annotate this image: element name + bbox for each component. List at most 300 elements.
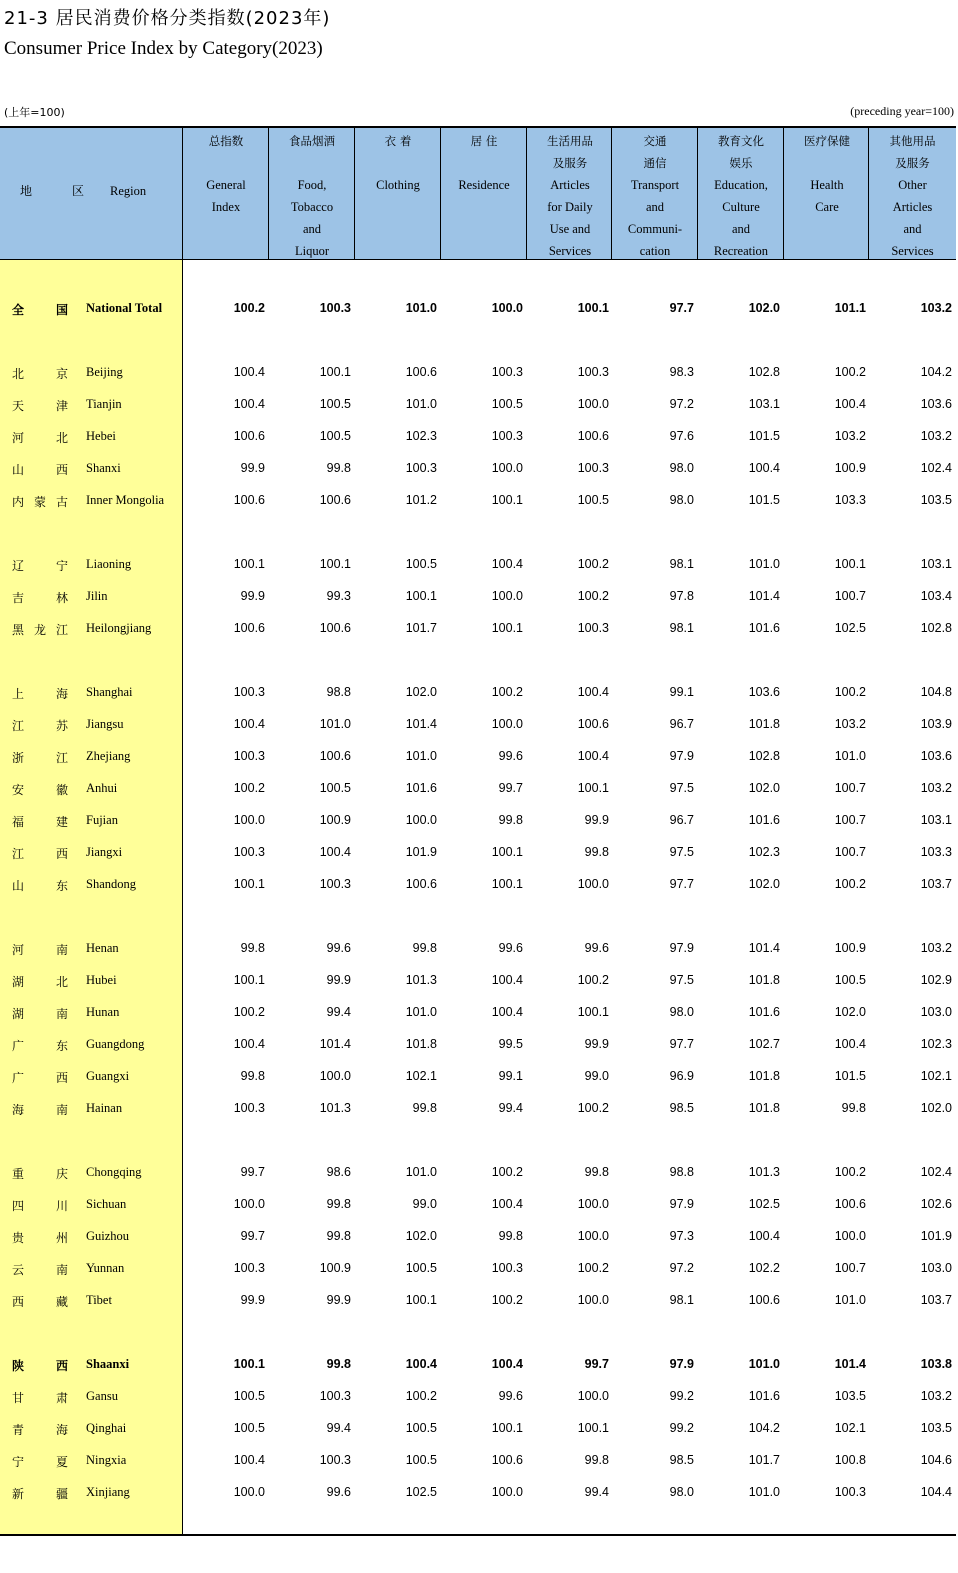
index-value-cell: 98.0 <box>669 493 694 507</box>
column-header-chinese: 教育文化 <box>718 134 764 148</box>
index-value-cell: 100.5 <box>405 1453 437 1467</box>
column-header-english: Services <box>548 244 592 258</box>
index-value-cell: 99.9 <box>584 813 609 827</box>
index-value-cell: 99.7 <box>240 1229 265 1243</box>
column-header-chinese: 食品烟酒 <box>289 134 335 148</box>
index-value-cell: 99.9 <box>326 1293 351 1307</box>
column-header-english: Education, <box>714 178 768 192</box>
region-name-english: Shaanxi <box>86 1357 130 1371</box>
region-name-chinese: 新 疆 <box>12 1487 68 1501</box>
index-value-cell: 101.0 <box>319 717 351 731</box>
column-header-english: Culture <box>722 200 760 214</box>
index-value-cell: 100.3 <box>319 1389 351 1403</box>
index-value-cell: 100.1 <box>577 781 609 795</box>
column-header-english: Tobacco <box>290 200 334 214</box>
column-header-chinese: 娱乐 <box>729 156 753 170</box>
index-value-cell: 100.6 <box>577 429 609 443</box>
index-value-cell: 100.7 <box>834 589 866 603</box>
column-header-english: and <box>645 200 665 214</box>
index-value-cell: 103.5 <box>920 493 952 507</box>
index-value-cell: 101.8 <box>748 973 780 987</box>
index-value-cell: 99.8 <box>584 1165 609 1179</box>
index-value-cell: 99.7 <box>584 1357 609 1371</box>
index-value-cell: 99.8 <box>841 1101 866 1115</box>
column-header-english: Care <box>815 200 839 214</box>
table-row <box>0 772 956 804</box>
index-value-cell: 100.6 <box>491 1453 523 1467</box>
index-value-cell: 102.0 <box>834 1005 866 1019</box>
index-value-cell: 101.1 <box>834 301 866 315</box>
index-value-cell: 100.6 <box>319 493 351 507</box>
header-column-rule <box>354 128 355 260</box>
index-value-cell: 98.0 <box>669 1485 694 1499</box>
index-value-cell: 103.2 <box>920 301 952 315</box>
table-row <box>0 708 956 740</box>
index-value-cell: 100.0 <box>319 1069 351 1083</box>
index-value-cell: 100.5 <box>577 493 609 507</box>
index-value-cell: 101.0 <box>405 397 437 411</box>
region-name-chinese: 重 庆 <box>12 1167 68 1181</box>
header-spacer <box>183 152 269 174</box>
index-value-cell: 102.9 <box>920 973 952 987</box>
index-value-cell: 99.6 <box>498 749 523 763</box>
index-value-cell: 100.0 <box>834 1229 866 1243</box>
index-value-cell: 100.7 <box>834 845 866 859</box>
region-name-english: Hunan <box>86 1005 120 1019</box>
index-value-cell: 103.1 <box>748 397 780 411</box>
index-value-cell: 100.5 <box>233 1421 265 1435</box>
index-value-cell: 101.8 <box>748 1101 780 1115</box>
index-value-cell: 102.7 <box>748 1037 780 1051</box>
index-value-cell: 100.6 <box>233 493 265 507</box>
index-value-cell: 103.1 <box>920 557 952 571</box>
cpi-table <box>0 126 956 1536</box>
index-value-cell: 100.4 <box>748 1229 780 1243</box>
region-name-english: Jilin <box>86 589 108 603</box>
column-header-chinese: 生活用品 <box>547 134 593 148</box>
index-value-cell: 101.6 <box>405 781 437 795</box>
index-value-cell: 99.8 <box>498 1229 523 1243</box>
index-value-cell: 100.9 <box>834 941 866 955</box>
index-value-cell: 100.2 <box>233 781 265 795</box>
index-value-cell: 101.0 <box>834 1293 866 1307</box>
index-value-cell: 104.4 <box>920 1485 952 1499</box>
index-value-cell: 100.5 <box>319 397 351 411</box>
index-value-cell: 100.4 <box>834 397 866 411</box>
index-value-cell: 100.8 <box>834 1453 866 1467</box>
index-value-cell: 104.6 <box>920 1453 952 1467</box>
index-value-cell: 101.4 <box>834 1357 866 1371</box>
index-value-cell: 100.0 <box>577 1197 609 1211</box>
index-value-cell: 98.1 <box>669 621 694 635</box>
region-header-english: Region <box>110 184 147 198</box>
column-header-chinese: 及服务 <box>552 156 588 170</box>
index-value-cell: 102.8 <box>748 365 780 379</box>
column-header-english: Transport <box>630 178 680 192</box>
index-value-cell: 100.4 <box>491 973 523 987</box>
index-value-cell: 99.9 <box>240 1293 265 1307</box>
region-name-english: Shanghai <box>86 685 133 699</box>
index-value-cell: 100.0 <box>577 397 609 411</box>
index-value-cell: 102.8 <box>920 621 952 635</box>
region-name-chinese: 海 南 <box>12 1103 68 1117</box>
column-header <box>612 128 698 260</box>
table-row <box>0 580 956 612</box>
index-value-cell: 103.2 <box>834 429 866 443</box>
index-value-cell: 103.6 <box>748 685 780 699</box>
index-value-cell: 102.0 <box>748 877 780 891</box>
index-value-cell: 102.4 <box>920 461 952 475</box>
index-value-cell: 100.3 <box>319 301 351 315</box>
index-value-cell: 100.1 <box>491 1421 523 1435</box>
region-name-chinese: 广 东 <box>12 1039 68 1053</box>
column-header-english: Recreation <box>713 244 769 258</box>
index-value-cell: 100.3 <box>834 1485 866 1499</box>
index-value-cell: 99.6 <box>326 941 351 955</box>
index-value-cell: 100.4 <box>748 461 780 475</box>
table-row <box>0 420 956 452</box>
index-value-cell: 102.3 <box>920 1037 952 1051</box>
index-value-cell: 100.0 <box>491 1485 523 1499</box>
table-row <box>0 1060 956 1092</box>
index-value-cell: 100.9 <box>319 813 351 827</box>
column-header-english: and <box>302 222 322 236</box>
table-row <box>0 548 956 580</box>
index-value-cell: 96.7 <box>669 813 694 827</box>
index-value-cell: 102.2 <box>748 1261 780 1275</box>
header-spacer <box>441 152 527 174</box>
index-value-cell: 100.2 <box>577 557 609 571</box>
index-value-cell: 97.2 <box>669 397 694 411</box>
index-value-cell: 103.8 <box>920 1357 952 1371</box>
region-name-english: Yunnan <box>86 1261 125 1275</box>
index-value-cell: 97.9 <box>669 1197 694 1211</box>
index-value-cell: 103.1 <box>920 813 952 827</box>
index-value-cell: 101.9 <box>405 845 437 859</box>
index-value-cell: 99.8 <box>240 1069 265 1083</box>
index-value-cell: 102.1 <box>920 1069 952 1083</box>
index-value-cell: 100.2 <box>233 1005 265 1019</box>
index-value-cell: 101.0 <box>748 1485 780 1499</box>
table-row <box>0 612 956 644</box>
index-value-cell: 97.9 <box>669 749 694 763</box>
index-value-cell: 100.2 <box>834 685 866 699</box>
index-value-cell: 100.1 <box>319 557 351 571</box>
index-value-cell: 100.6 <box>577 717 609 731</box>
index-value-cell: 100.4 <box>577 749 609 763</box>
index-value-cell: 101.0 <box>405 1165 437 1179</box>
index-value-cell: 100.4 <box>405 1357 437 1371</box>
region-name-chinese: 安 徽 <box>12 783 68 797</box>
index-value-cell: 101.4 <box>405 717 437 731</box>
region-name-chinese: 山 东 <box>12 879 68 893</box>
table-row <box>0 740 956 772</box>
index-value-cell: 100.5 <box>319 429 351 443</box>
region-name-english: Shanxi <box>86 461 121 475</box>
region-header-chinese: 地 区 <box>20 184 99 198</box>
index-value-cell: 99.1 <box>498 1069 523 1083</box>
index-value-cell: 101.4 <box>748 941 780 955</box>
index-value-cell: 97.8 <box>669 589 694 603</box>
region-name-chinese: 全 国 <box>12 303 68 317</box>
region-name-chinese: 湖 南 <box>12 1007 68 1021</box>
column-header <box>355 128 441 260</box>
unit-note-english: (preceding year=100) <box>850 104 954 118</box>
column-header-english: Health <box>810 178 844 192</box>
table-row <box>0 484 956 516</box>
index-value-cell: 100.6 <box>834 1197 866 1211</box>
index-value-cell: 100.0 <box>491 301 523 315</box>
index-value-cell: 101.6 <box>748 621 780 635</box>
index-value-cell: 104.8 <box>920 685 952 699</box>
header-spacer <box>784 152 870 174</box>
index-value-cell: 100.1 <box>405 589 437 603</box>
column-header <box>527 128 613 260</box>
index-value-cell: 100.0 <box>577 1229 609 1243</box>
index-value-cell: 100.4 <box>491 557 523 571</box>
index-value-cell: 103.2 <box>834 717 866 731</box>
index-value-cell: 100.5 <box>834 973 866 987</box>
index-value-cell: 99.8 <box>326 461 351 475</box>
region-name-chinese: 河 北 <box>12 431 68 445</box>
index-value-cell: 96.7 <box>669 717 694 731</box>
table-row <box>0 1284 956 1316</box>
index-value-cell: 99.7 <box>498 781 523 795</box>
table-row <box>0 356 956 388</box>
header-column-rule <box>526 128 527 260</box>
index-value-cell: 100.1 <box>577 1421 609 1435</box>
region-name-english: Guizhou <box>86 1229 130 1243</box>
table-row <box>0 1252 956 1284</box>
index-value-cell: 103.7 <box>920 1293 952 1307</box>
index-value-cell: 100.3 <box>233 749 265 763</box>
index-value-cell: 102.5 <box>834 621 866 635</box>
index-value-cell: 99.8 <box>412 1101 437 1115</box>
index-value-cell: 99.4 <box>498 1101 523 1115</box>
index-value-cell: 100.4 <box>233 365 265 379</box>
index-value-cell: 100.2 <box>577 973 609 987</box>
index-value-cell: 100.3 <box>577 621 609 635</box>
table-row <box>0 932 956 964</box>
index-value-cell: 100.3 <box>491 365 523 379</box>
index-value-cell: 100.4 <box>577 685 609 699</box>
index-value-cell: 100.1 <box>233 973 265 987</box>
region-name-english: Beijing <box>86 365 123 379</box>
table-row <box>0 1028 956 1060</box>
index-value-cell: 102.1 <box>405 1069 437 1083</box>
region-name-english: National Total <box>86 301 163 315</box>
index-value-cell: 101.8 <box>748 717 780 731</box>
table-title-chinese: 21-3 居民消费价格分类指数(2023年) <box>4 8 331 29</box>
index-value-cell: 102.1 <box>834 1421 866 1435</box>
index-value-cell: 100.3 <box>405 461 437 475</box>
column-header-chinese: 交通 <box>643 134 667 148</box>
index-value-cell: 100.4 <box>491 1197 523 1211</box>
index-value-cell: 101.0 <box>834 749 866 763</box>
index-value-cell: 97.5 <box>669 973 694 987</box>
index-value-cell: 100.3 <box>233 1101 265 1115</box>
index-value-cell: 99.8 <box>584 1453 609 1467</box>
column-header-english: Articles <box>892 200 933 214</box>
index-value-cell: 97.9 <box>669 941 694 955</box>
table-row <box>0 964 956 996</box>
index-value-cell: 97.5 <box>669 781 694 795</box>
column-header-english: General <box>206 178 246 192</box>
region-name-english: Qinghai <box>86 1421 127 1435</box>
index-value-cell: 100.3 <box>491 1261 523 1275</box>
column-header-english: Communi- <box>627 222 683 236</box>
index-value-cell: 101.3 <box>319 1101 351 1115</box>
index-value-cell: 99.8 <box>326 1357 351 1371</box>
index-value-cell: 101.8 <box>405 1037 437 1051</box>
index-value-cell: 102.0 <box>748 781 780 795</box>
index-value-cell: 100.4 <box>233 1037 265 1051</box>
region-name-english: Hebei <box>86 429 116 443</box>
index-value-cell: 102.0 <box>405 1229 437 1243</box>
table-row <box>0 676 956 708</box>
index-value-cell: 98.5 <box>669 1101 694 1115</box>
region-name-english: Jiangsu <box>86 717 124 731</box>
index-value-cell: 100.1 <box>834 557 866 571</box>
region-name-chinese: 上 海 <box>12 687 68 701</box>
table-row <box>0 388 956 420</box>
index-value-cell: 100.6 <box>319 621 351 635</box>
region-name-english: Zhejiang <box>86 749 131 763</box>
index-value-cell: 100.3 <box>233 685 265 699</box>
index-value-cell: 101.3 <box>748 1165 780 1179</box>
index-value-cell: 102.3 <box>748 845 780 859</box>
column-header-chinese: 及服务 <box>895 156 930 170</box>
index-value-cell: 103.6 <box>920 397 952 411</box>
index-value-cell: 100.1 <box>233 1357 265 1371</box>
index-value-cell: 98.1 <box>669 557 694 571</box>
index-value-cell: 103.5 <box>920 1421 952 1435</box>
region-name-chinese: 福 建 <box>12 815 68 829</box>
column-header-chinese: 其他用品 <box>889 134 936 148</box>
index-value-cell: 100.9 <box>319 1261 351 1275</box>
index-value-cell: 100.2 <box>834 1165 866 1179</box>
index-value-cell: 102.5 <box>405 1485 437 1499</box>
index-value-cell: 99.9 <box>240 461 265 475</box>
column-header <box>869 128 956 260</box>
index-value-cell: 100.1 <box>491 845 523 859</box>
column-header <box>269 128 355 260</box>
index-value-cell: 104.2 <box>920 365 952 379</box>
column-header-english: Liquor <box>294 244 330 258</box>
index-value-cell: 100.9 <box>834 461 866 475</box>
index-value-cell: 100.2 <box>834 877 866 891</box>
index-value-cell: 100.4 <box>491 1005 523 1019</box>
index-value-cell: 100.5 <box>405 1261 437 1275</box>
column-header-english: Articles <box>550 178 590 192</box>
index-value-cell: 100.2 <box>233 301 265 315</box>
index-value-cell: 101.3 <box>405 973 437 987</box>
index-value-cell: 100.0 <box>577 1389 609 1403</box>
index-value-cell: 97.3 <box>669 1229 694 1243</box>
index-value-cell: 99.7 <box>240 1165 265 1179</box>
table-row <box>0 452 956 484</box>
index-value-cell: 102.0 <box>405 685 437 699</box>
index-value-cell: 103.2 <box>920 429 952 443</box>
index-value-cell: 97.9 <box>669 1357 694 1371</box>
region-name-chinese: 江 西 <box>12 847 68 861</box>
column-header-english: for Daily <box>547 200 593 214</box>
table-row <box>0 1188 956 1220</box>
column-header-chinese: 通信 <box>643 156 667 170</box>
index-value-cell: 101.5 <box>834 1069 866 1083</box>
column-header-english: Services <box>891 244 934 258</box>
index-value-cell: 100.4 <box>233 717 265 731</box>
column-header-english: and <box>731 222 751 236</box>
index-value-cell: 100.0 <box>577 1293 609 1307</box>
table-row <box>0 1444 956 1476</box>
column-header-english: Clothing <box>376 178 420 192</box>
index-value-cell: 100.7 <box>834 813 866 827</box>
table-row <box>0 1476 956 1508</box>
index-value-cell: 102.6 <box>920 1197 952 1211</box>
index-value-cell: 99.4 <box>326 1005 351 1019</box>
index-value-cell: 101.0 <box>405 1005 437 1019</box>
index-value-cell: 99.9 <box>240 589 265 603</box>
index-value-cell: 99.8 <box>412 941 437 955</box>
index-value-cell: 99.0 <box>584 1069 609 1083</box>
header-column-rule <box>440 128 441 260</box>
table-row <box>0 1220 956 1252</box>
index-value-cell: 102.8 <box>748 749 780 763</box>
table-row <box>0 1412 956 1444</box>
region-name-english: Liaoning <box>86 557 132 571</box>
region-name-chinese: 陕 西 <box>12 1359 68 1373</box>
index-value-cell: 99.0 <box>412 1197 437 1211</box>
index-value-cell: 100.2 <box>491 1165 523 1179</box>
region-name-english: Shandong <box>86 877 136 891</box>
bottom-rule <box>0 1534 956 1536</box>
index-value-cell: 101.6 <box>748 1389 780 1403</box>
index-value-cell: 99.9 <box>584 1037 609 1051</box>
index-value-cell: 100.5 <box>405 1421 437 1435</box>
region-name-chinese: 黑 龙 江 <box>12 623 68 637</box>
index-value-cell: 99.8 <box>326 1197 351 1211</box>
index-value-cell: 101.5 <box>748 493 780 507</box>
index-value-cell: 103.2 <box>920 1389 952 1403</box>
index-value-cell: 100.0 <box>233 1485 265 1499</box>
region-name-chinese: 辽 宁 <box>12 559 68 573</box>
index-value-cell: 103.0 <box>920 1261 952 1275</box>
index-value-cell: 100.2 <box>834 365 866 379</box>
index-value-cell: 99.6 <box>326 1485 351 1499</box>
index-value-cell: 100.0 <box>491 717 523 731</box>
index-value-cell: 101.7 <box>405 621 437 635</box>
region-name-chinese: 西 藏 <box>12 1295 68 1309</box>
index-value-cell: 101.0 <box>748 557 780 571</box>
index-value-cell: 97.7 <box>669 301 694 315</box>
column-header-english: Food, <box>297 178 327 192</box>
region-name-chinese: 云 南 <box>12 1263 68 1277</box>
index-value-cell: 99.6 <box>498 941 523 955</box>
index-value-cell: 100.1 <box>491 493 523 507</box>
index-value-cell: 100.1 <box>491 877 523 891</box>
index-value-cell: 99.8 <box>584 845 609 859</box>
region-name-chinese: 湖 北 <box>12 975 68 989</box>
index-value-cell: 101.2 <box>405 493 437 507</box>
index-value-cell: 100.2 <box>577 1101 609 1115</box>
index-value-cell: 99.9 <box>326 973 351 987</box>
index-value-cell: 100.7 <box>834 781 866 795</box>
index-value-cell: 100.3 <box>319 1453 351 1467</box>
region-name-english: Hainan <box>86 1101 123 1115</box>
index-value-cell: 101.5 <box>748 429 780 443</box>
region-name-english: Chongqing <box>86 1165 142 1179</box>
